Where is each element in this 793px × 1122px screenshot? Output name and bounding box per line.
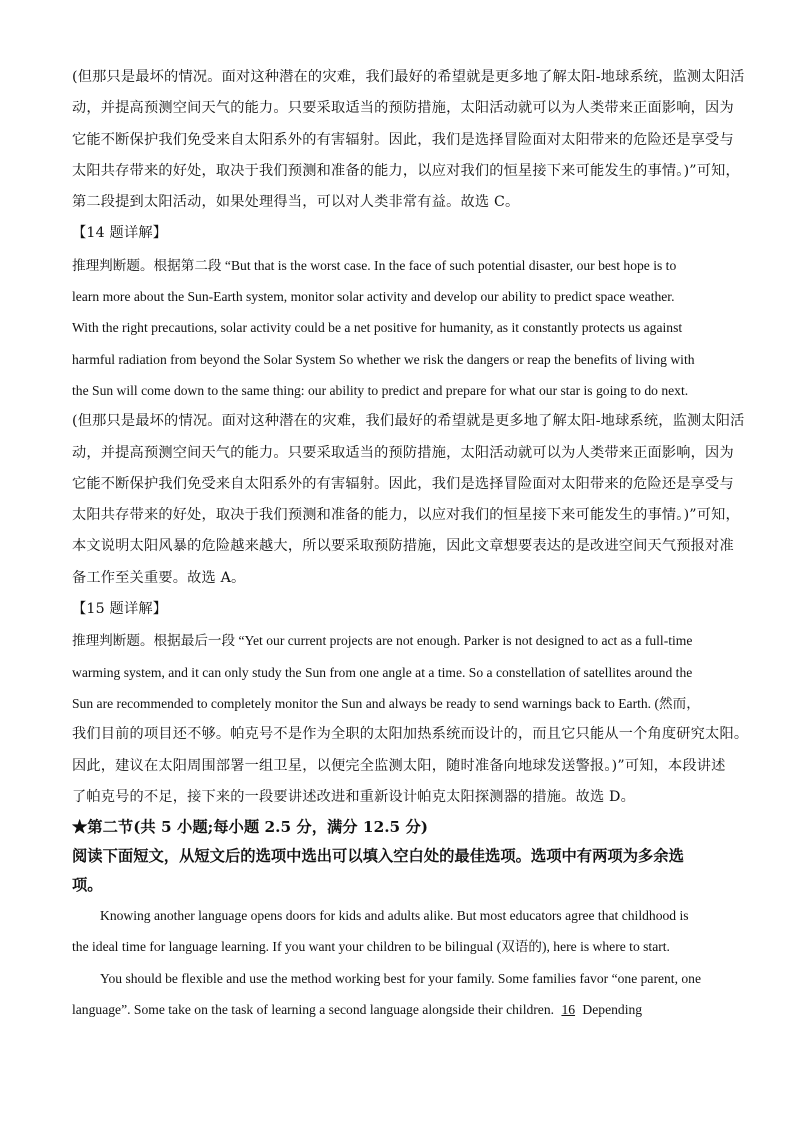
question-14-heading: 【14 题详解】 — [72, 225, 168, 242]
passage-line — [72, 994, 732, 1025]
text-line: 备工作至关重要。故选 A。 — [72, 569, 246, 586]
text-line: the Sun will come down to the same thing: our ability to predict and prepare for what our star is going to do next. — [72, 382, 689, 398]
text-line: Sun are recommended to completely monitor the Sun and always be ready to send warnings back to Earth. (然而， — [72, 695, 700, 711]
text-line: 推理判断题。根据第二段 “But that is the worst case. In the face of such potential disaster, our best hope is to — [72, 257, 677, 273]
passage-line: You should be flexible and use the method working best for your family. Some families favor “one parent, one — [100, 970, 702, 986]
passage-line: Knowing another language opens doors for kids and adults alike. But most educators agree that childhood is — [100, 908, 689, 924]
text-line: 动，并提高预测空间天气的能力。只要采取适当的预防措施，太阳活动就可以为人类带来正面影响，因为 — [72, 100, 734, 117]
passage-text: Depending — [579, 1002, 643, 1018]
section-instruction-cont: 项。 — [72, 876, 103, 895]
section-instruction: 阅读下面短文，从短文后的选项中选出可以填入空白处的最佳选项。选项中有两项为多余选 — [72, 847, 684, 866]
text-line: 推理判断题。根据最后一段 “Yet our current projects are not enough. Parker is not designed to act as a full-time — [72, 633, 693, 649]
text-line: warming system, and it can only study the Sun from one angle at a time. So a constellation of satellites around the — [72, 664, 693, 680]
text-line: (但那只是最坏的情况。面对这种潜在的灾难，我们最好的希望就是更多地了解太阳-地球系统，监测太阳活 — [72, 413, 745, 430]
text-line: 本文说明太阳风暴的危险越来越大，所以要采取预防措施，因此文章想要表达的是改进空间天气预报对准 — [72, 538, 734, 555]
section-title: ★第二节(共 5 小题;每小题 2.5 分，满分 12.5 分) — [72, 818, 429, 837]
document-page — [72, 62, 749, 1025]
text-line: learn more about the Sun-Earth system, monitor solar activity and develop our ability to predict space weather. — [72, 289, 675, 305]
text-line: 我们目前的项目还不够。帕克号不是作为全职的太阳加热系统而设计的，而且它只能从一个角度研究太阳。 — [72, 726, 749, 743]
text-line: 太阳共存带来的好处，取决于我们预测和准备的能力，以应对我们的恒星接下来可能发生的事情。)”可知， — [72, 162, 740, 179]
passage-text: language”. Some take on the task of learning a second language alongside their children. — [72, 1002, 558, 1018]
text-line: 因此，建议在太阳周围部署一组卫星，以便完全监测太阳，随时准备向地球发送警报。)”可知，本段讲述 — [72, 757, 726, 774]
text-line: harmful radiation from beyond the Solar System So whether we risk the dangers or reap the benefits of living with — [72, 351, 695, 367]
text-line: 太阳共存带来的好处，取决于我们预测和准备的能力，以应对我们的恒星接下来可能发生的事情。)”可知， — [72, 507, 740, 524]
text-line: 动，并提高预测空间天气的能力。只要采取适当的预防措施，太阳活动就可以为人类带来正面影响，因为 — [72, 444, 734, 461]
text-line: (但那只是最坏的情况。面对这种潜在的灾难，我们最好的希望就是更多地了解太阳-地球系统，监测太阳活 — [72, 69, 745, 85]
text-line: With the right precautions, solar activity could be a net positive for humanity, as it constantly protects us against — [72, 320, 683, 336]
blank-16: 16 — [561, 1002, 576, 1018]
passage-line: the ideal time for language learning. If you want your children to be bilingual (双语的), here is where to start. — [72, 939, 670, 955]
text-line: 它能不断保护我们免受来自太阳系外的有害辐射。因此，我们是选择冒险面对太阳带来的危险还是享受与 — [72, 475, 734, 492]
text-line: 了帕克号的不足，接下来的一段要讲述改进和重新设计帕克太阳探测器的措施。故选 D。 — [72, 788, 636, 805]
text-line: 第二段提到太阳活动，如果处理得当，可以对人类非常有益。故选 C。 — [72, 194, 520, 211]
question-15-heading: 【15 题详解】 — [72, 601, 168, 618]
text-line: 它能不断保护我们免受来自太阳系外的有害辐射。因此，我们是选择冒险面对太阳带来的危险还是享受与 — [72, 131, 734, 148]
